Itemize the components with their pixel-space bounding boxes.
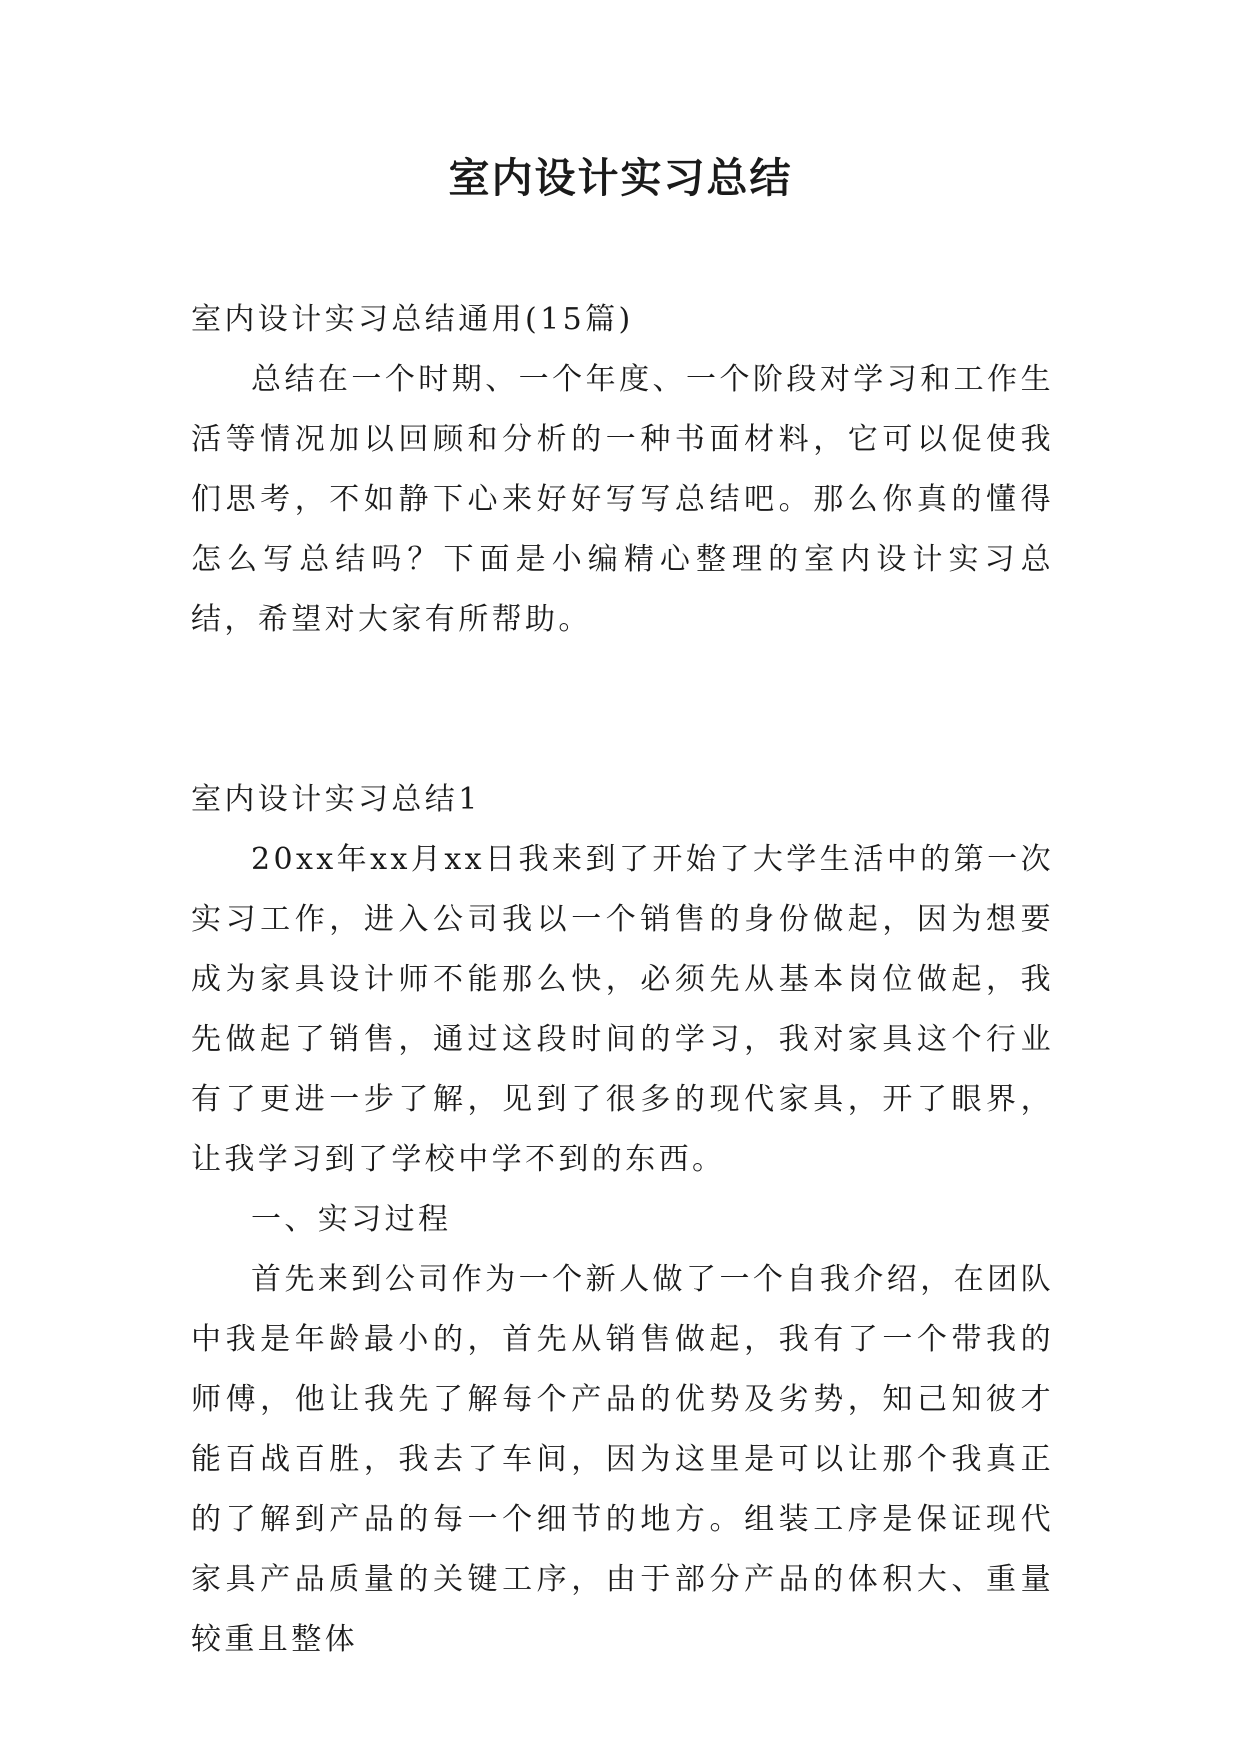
document-title: 室内设计实习总结	[448, 154, 793, 202]
section-spacer	[191, 650, 1054, 770]
intro-paragraph: 总结在一个时期、一个年度、一个阶段对学习和工作生活等情况加以回顾和分析的一种书面材料，它可以促使我们思考，不如静下心来好好写写总结吧。那么你真的懂得怎么写总结吗？下面是小编精心整理的室内设计实习总结，希望对大家有所帮助。	[191, 362, 1054, 637]
document-body	[191, 290, 1054, 1670]
section-paragraph: 首先来到公司作为一个新人做了一个自我介绍，在团队中我是年龄最小的，首先从销售做起，我有了一个带我的师傅，他让我先了解每个产品的优势及劣势，知己知彼才能百战百胜，我去了车间，因为这里是可以让那个我真正的了解到产品的每一个细节的地方。组装工序是保证现代家具产品质量的关键工序，由于部分产品的体积大、重量较重且整体	[191, 1262, 1054, 1657]
section-heading: 室内设计实习总结1	[191, 782, 481, 817]
subheading: 一、实习过程	[251, 1202, 452, 1237]
document-subtitle: 室内设计实习总结通用(15篇)	[191, 302, 634, 337]
section-paragraph: 20xx年xx月xx日我来到了开始了大学生活中的第一次实习工作，进入公司我以一个销售的身份做起，因为想要成为家具设计师不能那么快，必须先从基本岗位做起，我先做起了销售，通过这段时间的学习，我对家具这个行业有了更进一步了解，见到了很多的现代家具，开了眼界，让我学习到了学校中学不到的东西。	[191, 842, 1054, 1177]
